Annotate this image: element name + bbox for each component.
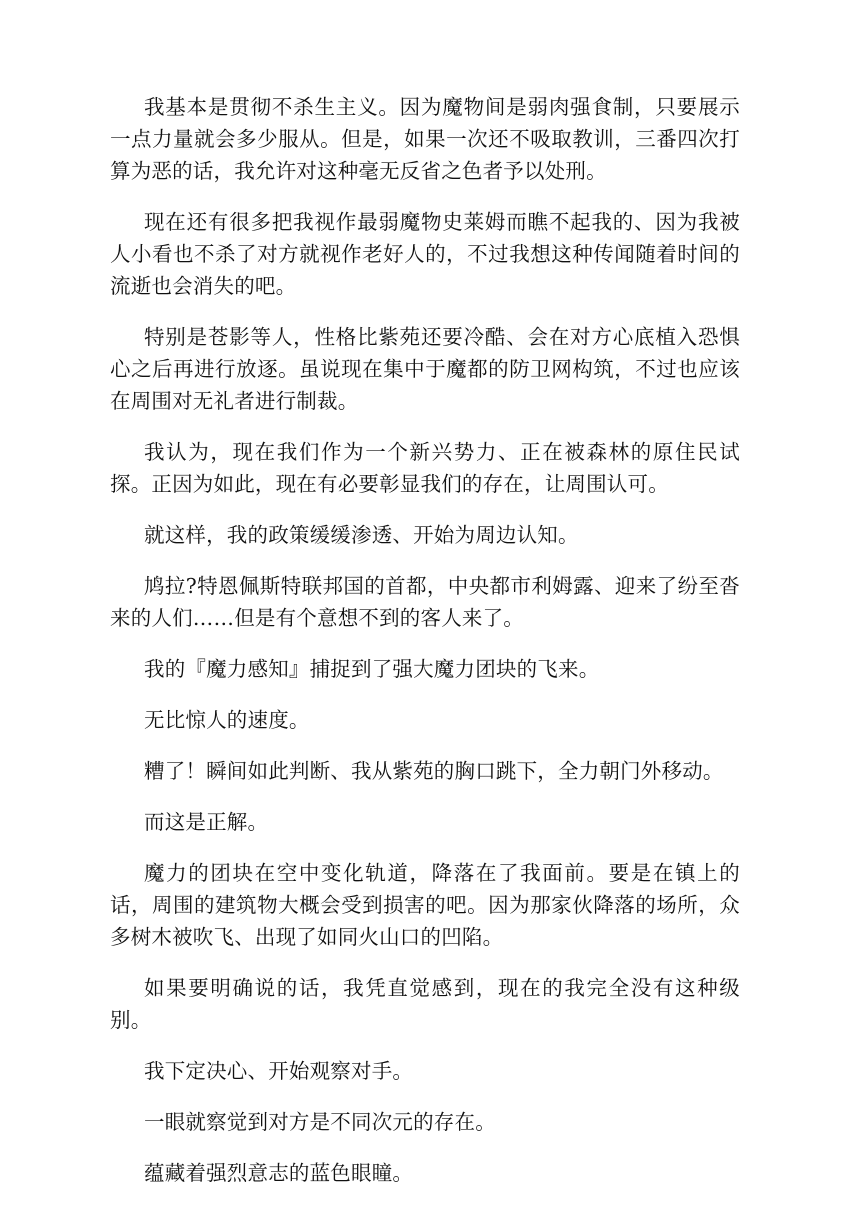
paragraph-11: 魔力的团块在空中变化轨道，降落在了我面前。要是在镇上的话，周围的建筑物大概会受到损害的吧。因为那家伙降落的场所，众多树木被吹飞、出现了如同火山口的凹陷。: [110, 861, 740, 949]
paragraph-2: 现在还有很多把我视作最弱魔物史莱姆而瞧不起我的、因为我被人小看也不杀了对方就视作老好人的，不过我想这种传闻随着时间的流逝也会消失的吧。: [110, 210, 740, 298]
paragraph-9: 糟了！瞬间如此判断、我从紫苑的胸口跳下，全力朝门外移动。: [144, 759, 724, 783]
paragraph-6: 鸠拉?特恩佩斯特联邦国的首都，中央都市利姆露、迎来了纷至沓来的人们……但是有个意想不到的客人来了。: [110, 574, 740, 630]
paragraph-15: 蕴藏着强烈意志的蓝色眼瞳。: [144, 1161, 414, 1185]
document-page: [110, 91, 740, 1208]
paragraph-10: 而这是正解。: [144, 810, 269, 834]
paragraph-3: 特别是苍影等人，性格比紫苑还要冷酷、会在对方心底植入恐惧心之后再进行放逐。虽说现在集中于魔都的防卫网构筑，不过也应该在周围对无礼者进行制裁。: [110, 325, 740, 413]
paragraph-5: 就这样，我的政策缓缓渗透、开始为周边认知。: [144, 523, 579, 547]
paragraph-12: 如果要明确说的话，我凭直觉感到，现在的我完全没有这种级别。: [110, 976, 740, 1032]
paragraph-4: 我认为，现在我们作为一个新兴势力、正在被森林的原住民试探。正因为如此，现在有必要彰显我们的存在，让周围认可。: [110, 440, 740, 496]
paragraph-7: 我的『魔力感知』捕捉到了强大魔力团块的飞来。: [144, 657, 600, 681]
paragraph-14: 一眼就察觉到对方是不同次元的存在。: [144, 1110, 496, 1134]
paragraph-8: 无比惊人的速度。: [144, 708, 310, 732]
paragraph-1: 我基本是贯彻不杀生主义。因为魔物间是弱肉强食制，只要展示一点力量就会多少服从。但是，如果一次还不吸取教训，三番四次打算为恶的话，我允许对这种毫无反省之色者予以处刑。: [110, 95, 740, 183]
paragraph-13: 我下定决心、开始观察对手。: [144, 1059, 414, 1083]
